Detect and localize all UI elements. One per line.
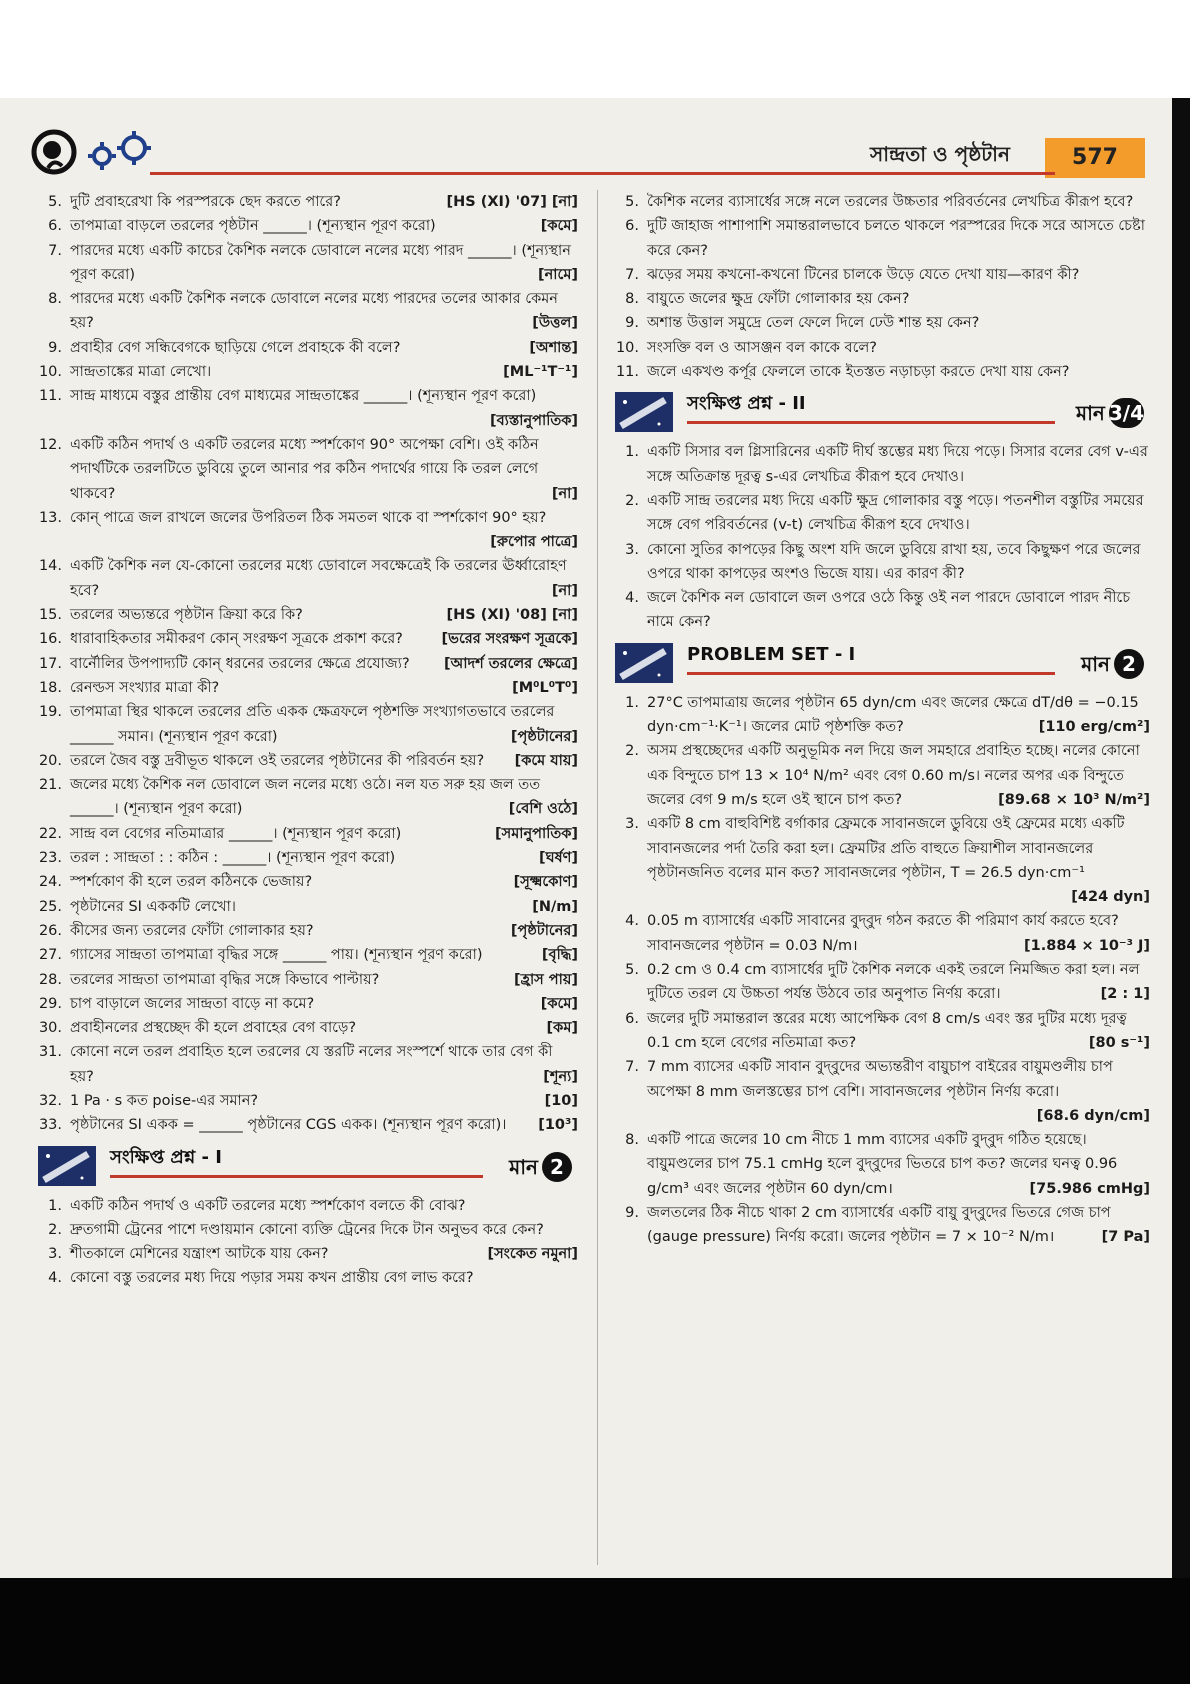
question-number: 10.	[615, 339, 639, 356]
question-text: জলের মধ্যে কৈশিক নল ডোবালে জল নলের মধ্যে ওঠে। নল যত সরু হয় জল তত ______। (শূন্যস্থান পূরণ করো) [বেশি ওঠে]	[70, 773, 578, 822]
answer-key: [অশান্ত]	[529, 339, 578, 356]
question-text: বার্নৌলির উপপাদ্যটি কোন্‌ ধরনের তরলের ক্ষেত্রে প্রযোজ্য? [আদর্শ তরলের ক্ষেত্রে]	[70, 652, 578, 676]
answer-key: [M⁰L⁰T⁰]	[512, 679, 578, 696]
question-text: প্রবাহীর বেগ সন্ধিবেগকে ছাড়িয়ে গেলে প্রবাহকে কী বলে? [অশান্ত]	[70, 336, 578, 360]
question-text: তাপমাত্রা স্থির থাকলে তরলের প্রতি একক ক্ষেত্রফলে পৃষ্ঠশক্তি সংখ্যাগতভাবে তরলের ______ সমান। (শূন্যস্থান পূরণ করো) [পৃষ্ঠটানের]	[70, 700, 578, 749]
question-item	[615, 691, 1150, 740]
answer-key: [না]	[551, 582, 578, 599]
question-number: 7.	[48, 242, 62, 259]
answer-key: [পৃষ্ঠটানের]	[510, 922, 578, 939]
question-number: 3.	[625, 816, 639, 833]
question-number: 1.	[625, 694, 639, 711]
question-item	[38, 652, 578, 676]
question-number: 1.	[625, 444, 639, 461]
question-number: 3.	[625, 541, 639, 558]
answer-key: [68.6 dyn/cm]	[1036, 1107, 1150, 1124]
answer-key: [1.884 × 10⁻³ J]	[1024, 937, 1150, 954]
question-item	[38, 992, 578, 1016]
answer-key: [10³]	[538, 1117, 578, 1134]
telescope-icon	[615, 643, 673, 683]
question-number: 26.	[38, 922, 62, 939]
question-number: 22.	[38, 825, 62, 842]
section-mark: মান 2	[509, 1152, 572, 1182]
answer-key: [ব্যস্তানুপাতিক]	[489, 412, 578, 429]
question-text: একটি কঠিন পদার্থ ও একটি তরলের মধ্যে স্পর্শকোণ বলতে কী বোঝ?	[70, 1197, 466, 1214]
answer-key: [ML⁻¹T⁻¹]	[503, 364, 578, 381]
question-number: 21.	[38, 777, 62, 794]
question-text: তরলে জৈব বস্তু দ্রবীভূত থাকলে ওই তরলের পৃষ্ঠটানের কী পরিবর্তন হয়? [কমে যায়]	[70, 749, 578, 773]
question-item	[615, 1201, 1150, 1250]
answer-key: [2 : 1]	[1100, 986, 1150, 1003]
question-number: 2.	[625, 743, 639, 760]
answer-key: [বৃদ্ধি]	[541, 947, 578, 964]
question-number: 3.	[48, 1246, 62, 1263]
answer-key: [89.68 × 10³ N/m²]	[998, 791, 1150, 808]
question-number: 11.	[615, 364, 639, 381]
question-number: 7.	[625, 1059, 639, 1076]
question-item	[38, 749, 578, 773]
question-item	[615, 263, 1150, 287]
question-number: 9.	[48, 339, 62, 356]
question-number: 8.	[625, 291, 639, 308]
question-item	[38, 943, 578, 967]
answer-key: [10]	[544, 1092, 578, 1109]
question-text: দুটি প্রবাহরেখা কি পরস্পরকে ছেদ করতে পারে? [HS (XI) '07] [না]	[70, 190, 578, 214]
answer-key: [HS (XI) '08] [না]	[446, 607, 578, 624]
question-number: 15.	[38, 607, 62, 624]
header-rule	[150, 172, 1055, 175]
question-text: কোনো নলে তরল প্রবাহিত হলে তরলের যে স্তরটি নলের সংস্পর্শে থাকে তার বেগ কী হয়? [শূন্য]	[70, 1040, 578, 1089]
question-item	[615, 311, 1150, 335]
question-item	[38, 384, 578, 433]
question-text: দ্রুতগামী ট্রেনের পাশে দণ্ডায়মান কোনো ব্যক্তি ট্রেনের দিকে টান অনুভব করে কেন?	[70, 1221, 544, 1238]
question-item	[38, 1089, 578, 1113]
question-item	[615, 489, 1150, 538]
answer-key: [সূক্ষ্মকোণ]	[513, 874, 578, 891]
question-text: জলের দুটি সমান্তরাল স্তরের মধ্যে আপেক্ষিক বেগ 8 cm/s এবং স্তর দুটির মধ্যে দূরত্ব 0.1 cm হলে বেগের নতিমাত্রা কত? [80 s⁻¹]	[647, 1007, 1150, 1056]
question-number: 19.	[38, 704, 62, 721]
dark-background	[0, 1578, 1190, 1684]
chapter-title: সান্দ্রতা ও পৃষ্ঠটান	[870, 142, 1010, 166]
question-item	[38, 1266, 578, 1290]
question-item	[38, 287, 578, 336]
section-rule	[110, 1175, 483, 1178]
answer-key: [ভরের সংরক্ষণ সূত্রকে]	[441, 631, 578, 648]
question-number: 29.	[38, 995, 62, 1012]
question-item	[38, 1040, 578, 1089]
question-number: 10.	[38, 364, 62, 381]
answer-key: [110 erg/cm²]	[1038, 719, 1150, 736]
question-text: পারদের মধ্যে একটি কাচের কৈশিক নলকে ডোবালে নলের মধ্যে পারদ ______। (শূন্যস্থান পূরণ করো) [নামে]	[70, 239, 578, 288]
question-item	[615, 336, 1150, 360]
question-number: 31.	[38, 1044, 62, 1061]
head-gears-logo-icon	[30, 128, 170, 176]
question-item	[38, 1242, 578, 1266]
question-text: পৃষ্ঠটানের SI এককটি লেখো। [N/m]	[70, 895, 578, 919]
question-number: 1.	[48, 1197, 62, 1214]
question-text: তরলের অভ্যন্তরে পৃষ্ঠটান ক্রিয়া করে কি? [HS (XI) '08] [না]	[70, 603, 578, 627]
question-number: 7.	[625, 266, 639, 283]
left-column	[38, 190, 578, 1291]
short-1-questions-continued	[615, 190, 1150, 384]
question-number: 33.	[38, 1117, 62, 1134]
question-item	[38, 190, 578, 214]
question-item	[38, 1016, 578, 1040]
question-text: তাপমাত্রা বাড়লে তরলের পৃষ্ঠটান ______। (শূন্যস্থান পূরণ করো) [কমে]	[70, 214, 578, 238]
one-word-questions-list	[38, 190, 578, 1138]
question-text: চাপ বাড়ালে জলের সান্দ্রতা বাড়ে না কমে? [কমে]	[70, 992, 578, 1016]
question-number: 30.	[38, 1020, 62, 1037]
question-number: 17.	[38, 655, 62, 672]
question-text: 27°C তাপমাত্রায় জলের পৃষ্ঠটান 65 dyn/cm এবং জলের ক্ষেত্রে dT/dθ = −0.15 dyn·cm⁻¹·K⁻¹। জলের মোট পৃষ্ঠশক্তি কত? [110 erg/cm²]	[647, 691, 1150, 740]
question-text: অশান্ত উত্তাল সমুদ্রে তেল ফেলে দিলে ঢেউ শান্ত হয় কেন?	[647, 315, 980, 332]
section-mark: মান 3/4	[1076, 398, 1144, 428]
question-item	[38, 433, 578, 506]
question-text: সংসক্তি বল ও আসঞ্জন বল কাকে বলে?	[647, 339, 877, 356]
question-item	[38, 822, 578, 846]
answer-key: [75.986 cmHg]	[1029, 1180, 1150, 1197]
question-number: 5.	[625, 194, 639, 210]
question-text: শীতকালে মেশিনের যন্ত্রাংশ আটকে যায় কেন? [সংকেত নমুনা]	[70, 1242, 578, 1266]
question-text: একটি সিসার বল গ্লিসারিনের একটি দীর্ঘ স্তম্ভের মধ্য দিয়ে পড়ে। সিসার বলের বেগ v-এর সঙ্গে অতিক্রান্ত দূরত্ব s-এর লেখচিত্র কীরূপ হবে দেখাও।	[647, 444, 1148, 485]
question-number: 4.	[625, 590, 639, 607]
question-text: গ্যাসের সান্দ্রতা তাপমাত্রা বৃদ্ধির সঙ্গে ______ পায়। (শূন্যস্থান পূরণ করো) [বৃদ্ধি]	[70, 943, 578, 967]
question-text: জলে কৈশিক নল ডোবালে জল ওপরে ওঠে কিন্তু ওই নল পারদে ডোবালে পারদ নীচে নামে কেন?	[647, 590, 1131, 631]
question-item	[38, 336, 578, 360]
question-item	[38, 676, 578, 700]
section-title: সংক্ষিপ্ত প্রশ্ন - II	[687, 393, 806, 415]
question-number: 5.	[48, 194, 62, 210]
question-item	[615, 812, 1150, 909]
question-item	[38, 506, 578, 555]
question-item	[38, 870, 578, 894]
question-item	[38, 1113, 578, 1137]
answer-key: [বেশি ওঠে]	[508, 801, 578, 818]
question-number: 20.	[38, 752, 62, 769]
answer-key: [7 Pa]	[1101, 1229, 1150, 1246]
short-1-questions-list	[38, 1194, 578, 1291]
section-header-short-1	[38, 1144, 578, 1190]
question-text: 0.05 m ব্যাসার্ধের একটি সাবানের বুদ্‌বুদ গঠন করতে কী পরিমাণ কার্য করতে হবে? সাবানজলের পৃষ্ঠটান = 0.03 N/m। [1.884 × 10⁻³ J]	[647, 909, 1150, 958]
question-number: 32.	[38, 1092, 62, 1109]
question-text: প্রবাহীনলের প্রস্থচ্ছেদ কী হলে প্রবাহের বেগ বাড়ে? [কম]	[70, 1016, 578, 1040]
question-number: 14.	[38, 558, 62, 575]
section-header-problem-set	[615, 641, 1150, 687]
question-number: 8.	[625, 1132, 639, 1149]
question-number: 6.	[625, 1010, 639, 1027]
question-item	[615, 440, 1150, 489]
question-text: তরলের সান্দ্রতা তাপমাত্রা বৃদ্ধির সঙ্গে কিভাবে পাল্টায়? [হ্রাস পায়]	[70, 968, 578, 992]
question-text: 7 mm ব্যাসের একটি সাবান বুদ্‌বুদের অভ্যন্তরীণ বায়ুচাপ বাইরের বায়ুমণ্ডলীয় চাপ অপেক্ষা 8 mm জলস্তম্ভের চাপ বেশি। সাবানজলের পৃষ্ঠটান নির্ণয় করো। [68.6 dyn/cm]	[647, 1055, 1150, 1128]
question-text: 1 Pa · s কত poise-এর সমান? [10]	[70, 1089, 578, 1113]
question-item	[38, 239, 578, 288]
question-item	[615, 1007, 1150, 1056]
question-number: 11.	[38, 388, 62, 405]
question-item	[38, 214, 578, 238]
section-rule	[687, 672, 1055, 675]
question-number: 4.	[625, 913, 639, 930]
column-divider	[597, 190, 598, 1565]
question-number: 6.	[48, 218, 62, 235]
answer-key: [ঘর্ষণ]	[539, 850, 578, 867]
question-text: কোন্‌ পাত্রে জল রাখলে জলের উপরিতল ঠিক সমতল থাকে বা স্পর্শকোণ 90° হয়? [রুপোর পাত্রে]	[70, 506, 578, 555]
question-text: বায়ুতে জলের ক্ষুদ্র ফোঁটা গোলাকার হয় কেন?	[647, 291, 910, 308]
answer-key: [হ্রাস পায়]	[514, 971, 578, 988]
question-text: জলে একখণ্ড কর্পূর ফেললে তাকে ইতস্তত নড়াচড়া করতে দেখা যায় কেন?	[647, 364, 1070, 381]
question-text: তরল : সান্দ্রতা : : কঠিন : ______। (শূন্যস্থান পূরণ করো) [ঘর্ষণ]	[70, 846, 578, 870]
book-edge	[1172, 98, 1190, 1578]
question-text: একটি সান্দ্র তরলের মধ্য দিয়ে একটি ক্ষুদ্র গোলাকার বস্তু পড়ে। পতনশীল বস্তুটির সময়ের সঙ্গে বেগ পরিবর্তনের (v-t) লেখচিত্র কীরূপ হবে দেখাও।	[647, 492, 1144, 534]
question-item	[38, 919, 578, 943]
question-text: পারদের মধ্যে একটি কৈশিক নলকে ডোবালে নলের মধ্যে পারদের তলের আকার কেমন হয়? [উত্তল]	[70, 287, 578, 336]
answer-key: [রুপোর পাত্রে]	[490, 534, 578, 551]
question-number: 2.	[625, 492, 639, 509]
question-item	[615, 909, 1150, 958]
question-number: 18.	[38, 679, 62, 696]
answer-key: [কমে]	[540, 995, 578, 1012]
question-item	[615, 739, 1150, 812]
question-item	[38, 603, 578, 627]
question-number: 28.	[38, 971, 62, 988]
answer-key: [সংকেত নমুনা]	[487, 1246, 578, 1263]
section-header-short-2	[615, 390, 1150, 436]
question-item	[38, 773, 578, 822]
question-text: রেনল্ডস সংখ্যার মাত্রা কী? [M⁰L⁰T⁰]	[70, 676, 578, 700]
question-item	[38, 360, 578, 384]
answer-key: [কমে]	[540, 218, 578, 235]
question-text: 0.2 cm ও 0.4 cm ব্যাসার্ধের দুটি কৈশিক নলকে একই তরলে নিমজ্জিত করা হল। নল দুটিতে তরল যে উচ্চতা পর্যন্ত উঠবে তার অনুপাত নির্ণয় করো। [2 : 1]	[647, 958, 1150, 1007]
answer-key: [উত্তল]	[532, 315, 578, 332]
answer-key: [80 s⁻¹]	[1088, 1034, 1150, 1051]
question-text: একটি কৈশিক নল যে-কোনো তরলের মধ্যে ডোবালে সবক্ষেত্রেই কি তরলের ঊর্ধ্বারোহণ হবে? [না]	[70, 554, 578, 603]
question-number: 2.	[48, 1221, 62, 1238]
answer-key: [না]	[551, 485, 578, 502]
question-text: কৈশিক নলের ব্যাসার্ধের সঙ্গে নলে তরলের উচ্চতার পরিবর্তনের লেখচিত্র কীরূপ হবে?	[647, 194, 1134, 210]
question-item	[38, 627, 578, 651]
question-text: জলতলের ঠিক নীচে থাকা 2 cm ব্যাসার্ধের একটি বায়ু বুদ্‌বুদের ভিতরে গেজ চাপ (gauge pressure) নির্ণয় করো। জলের পৃষ্ঠটান = 7 × 10⁻² N/m। [7 Pa]	[647, 1201, 1150, 1250]
short-2-questions-list	[615, 440, 1150, 634]
answer-key: [HS (XI) '07] [না]	[446, 194, 578, 210]
question-number: 27.	[38, 947, 62, 964]
question-number: 24.	[38, 874, 62, 891]
question-item	[615, 586, 1150, 635]
question-text: সান্দ্র বল বেগের নতিমাত্রার ______। (শূন্যস্থান পূরণ করো) [সমানুপাতিক]	[70, 822, 578, 846]
telescope-icon	[38, 1146, 96, 1186]
answer-key: [আদর্শ তরলের ক্ষেত্রে]	[443, 655, 578, 672]
section-mark: মান 2	[1081, 649, 1144, 679]
question-item	[38, 700, 578, 749]
question-text: কোনো বস্তু তরলের মধ্য দিয়ে পড়ার সময় কখন প্রান্তীয় বেগ লাভ করে?	[70, 1270, 474, 1287]
question-item	[38, 1194, 578, 1218]
question-item	[38, 1218, 578, 1242]
right-column	[615, 190, 1150, 1250]
answer-key: [সমানুপাতিক]	[495, 825, 578, 842]
answer-key: [424 dyn]	[1071, 889, 1150, 906]
question-item	[615, 214, 1150, 263]
question-item	[615, 190, 1150, 214]
question-number: 9.	[625, 315, 639, 332]
question-item	[615, 958, 1150, 1007]
section-rule	[687, 421, 1055, 424]
question-text: অসম প্রস্থচ্ছেদের একটি অনুভূমিক নল দিয়ে জল সমহারে প্রবাহিত হচ্ছে। নলের কোনো এক বিন্দুতে চাপ 13 × 10⁴ N/m² এবং বেগ 0.60 m/s। নলের অপর এক বিন্দুতে জলের বেগ 9 m/s হলে ওই স্থানে চাপ কত? [89.68 × 10³ N/m²]	[647, 739, 1150, 812]
question-item	[615, 360, 1150, 384]
question-item	[615, 538, 1150, 587]
question-number: 5.	[625, 962, 639, 979]
answer-key: [নামে]	[538, 266, 578, 283]
problem-list	[615, 691, 1150, 1250]
question-number: 12.	[38, 436, 62, 453]
answer-key: [কম]	[546, 1020, 578, 1037]
question-text: ধারাবাহিকতার সমীকরণ কোন্‌ সংরক্ষণ সূত্রকে প্রকাশ করে? [ভরের সংরক্ষণ সূত্রকে]	[70, 627, 578, 651]
question-item	[615, 1055, 1150, 1128]
section-title: PROBLEM SET - I	[687, 643, 856, 665]
question-item	[615, 287, 1150, 311]
question-text: একটি 8 cm বাহুবিশিষ্ট বর্গাকার ফ্রেমকে সাবানজলে ডুবিয়ে ওই ফ্রেমের মধ্যে একটি সাবানজলের পর্দা তৈরি করা হল। ফ্রেমটির প্রতি বাহুতে ক্রিয়াশীল সাবানজলের পৃষ্ঠটানজনিত বলের মান কত? সাবানজলের পৃষ্ঠটান, T = 26.5 dyn·cm⁻¹ [424 dyn]	[647, 812, 1150, 909]
answer-key: [পৃষ্ঠটানের]	[510, 728, 578, 745]
answer-key: [কমে যায়]	[514, 752, 578, 769]
question-text: সান্দ্র মাধ্যমে বস্তুর প্রান্তীয় বেগ মাধ্যমের সান্দ্রতাঙ্কের ______। (শূন্যস্থান পূরণ করো) [ব্যস্তানুপাতিক]	[70, 384, 578, 433]
question-text: কোনো সুতির কাপড়ের কিছু অংশ যদি জলে ডুবিয়ে রাখা হয়, তবে কিছুক্ষণ পরে জলের ওপরে থাকা কাপড়ের অংশও ভিজে যায়। এর কারণ কী?	[647, 541, 1141, 582]
question-number: 13.	[38, 509, 62, 526]
question-number: 8.	[48, 291, 62, 308]
question-text: কীসের জন্য তরলের ফোঁটা গোলাকার হয়? [পৃষ্ঠটানের]	[70, 919, 578, 943]
telescope-icon	[615, 392, 673, 432]
question-text: স্পর্শকোণ কী হলে তরল কঠিনকে ভেজায়? [সূক্ষ্মকোণ]	[70, 870, 578, 894]
question-text: পৃষ্ঠটানের SI একক = ______ পৃষ্ঠটানের CGS একক। (শূন্যস্থান পূরণ করো)। [10³]	[70, 1113, 578, 1137]
question-text: একটি পাত্রে জলের 10 cm নীচে 1 mm ব্যাসের একটি বুদ্‌বুদ গঠিত হয়েছে। বায়ুমণ্ডলের চাপ 75.1 cmHg হলে বুদ্‌বুদের ভিতরে চাপ কত? জলের ঘনত্ব 0.96 g/cm³ এবং জলের পৃষ্ঠটান 60 dyn/cm। [75.986 cmHg]	[647, 1128, 1150, 1201]
question-text: ঝড়ের সময় কখনো-কখনো টিনের চালকে উড়ে যেতে দেখা যায়—কারণ কী?	[647, 266, 1080, 283]
question-item	[615, 1128, 1150, 1201]
question-number: 16.	[38, 631, 62, 648]
question-number: 9.	[625, 1204, 639, 1221]
question-item	[38, 895, 578, 919]
page-number: 577	[1045, 138, 1145, 178]
question-number: 4.	[48, 1270, 62, 1287]
question-item	[38, 968, 578, 992]
question-item	[38, 846, 578, 870]
question-text: দুটি জাহাজ পাশাপাশি সমান্তরালভাবে চলতে থাকলে পরস্পরের দিকে সরে আসতে চেষ্টা করে কেন?	[647, 218, 1145, 259]
question-number: 23.	[38, 850, 62, 867]
question-text: সান্দ্রতাঙ্কের মাত্রা লেখো। [ML⁻¹T⁻¹]	[70, 360, 578, 384]
answer-key: [শূন্য]	[543, 1068, 578, 1085]
question-number: 6.	[625, 218, 639, 235]
question-item	[38, 554, 578, 603]
question-number: 25.	[38, 898, 62, 915]
question-text: একটি কঠিন পদার্থ ও একটি তরলের মধ্যে স্পর্শকোণ 90° অপেক্ষা বেশি। ওই কঠিন পদার্থটিকে তরলটিতে ডুবিয়ে তুলে আনার পর কঠিন পদার্থের গায়ে কি তরল লেগে থাকবে? [না]	[70, 433, 578, 506]
answer-key: [N/m]	[532, 898, 578, 915]
section-title: সংক্ষিপ্ত প্রশ্ন - I	[110, 1146, 222, 1168]
